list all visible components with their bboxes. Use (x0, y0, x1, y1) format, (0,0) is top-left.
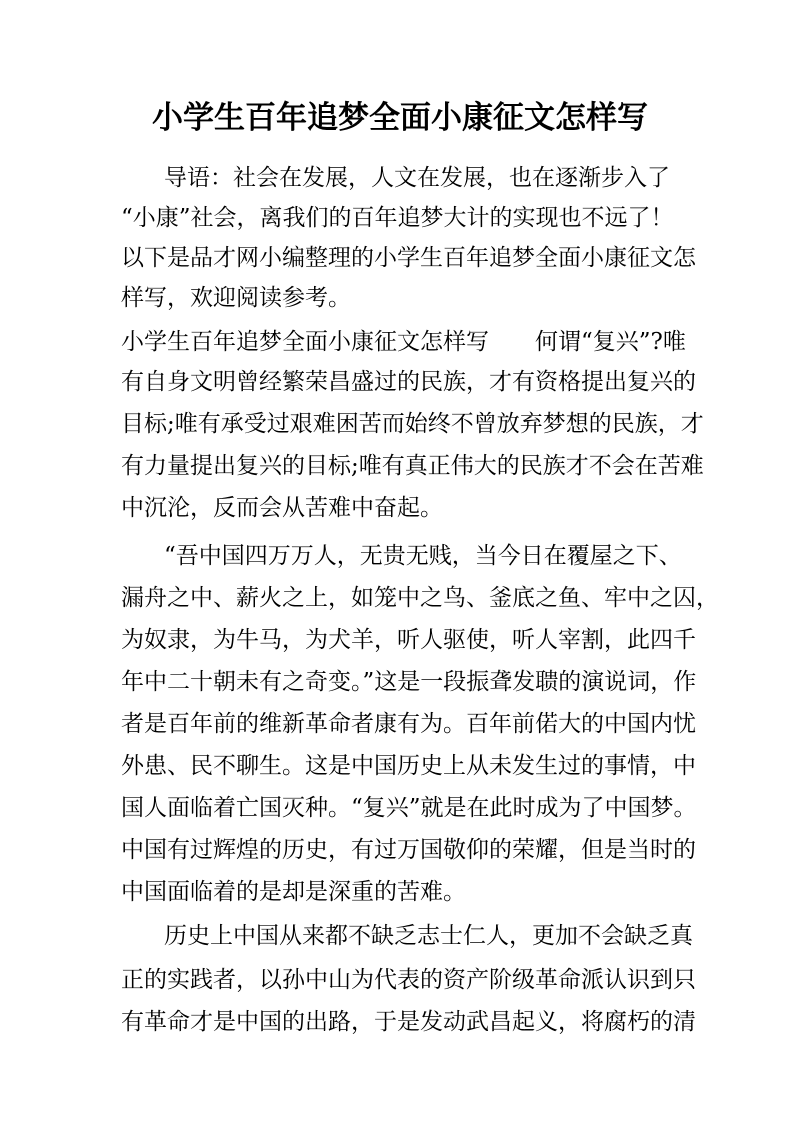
paragraph-line: 中国有过辉煌的历史，有过万国敬仰的荣耀，但是当时的 (121, 837, 696, 863)
paragraph-line: 中国面临着的是却是深重的苦难。 (121, 879, 466, 905)
paragraph-line: 国人面临着亡国灭种。“复兴”就是在此时成为了中国梦。 (121, 795, 697, 821)
document-title: 小学生百年追梦全面小康征文怎样写 (152, 100, 648, 136)
paragraph-line: 小学生百年追梦全面小康征文怎样写 何谓“复兴”?唯 (121, 329, 686, 355)
paragraph-line: “吾中国四万万人，无贵无贱，当今日在覆屋之下、 (164, 543, 682, 569)
paragraph-line: 样写，欢迎阅读参考。 (121, 285, 351, 311)
paragraph-line: 中沉沦，反而会从苦难中奋起。 (121, 495, 443, 521)
paragraph-line: “小康”社会，离我们的百年追梦大计的实现也不远了！ (121, 205, 674, 231)
paragraph-line: 外患、民不聊生。这是中国历史上从未发生过的事情，中 (121, 753, 696, 779)
paragraph-line: 正的实践者，以孙中山为代表的资产阶级革命派认识到只 (121, 967, 696, 993)
paragraph-line: 为奴隶，为牛马，为犬羊，听人驱使，听人宰割，此四千 (121, 627, 696, 653)
paragraph-line: 有革命才是中国的出路，于是发动武昌起义，将腐朽的清 (121, 1009, 696, 1035)
paragraph-line: 有自身文明曾经繁荣昌盛过的民族，才有资格提出复兴的 (121, 369, 696, 395)
paragraph-line: 导语：社会在发展，人文在发展，也在逐渐步入了 (164, 165, 670, 191)
paragraph-line: 年中二十朝未有之奇变。”这是一段振聋发聩的演说词，作 (121, 669, 697, 695)
paragraph-line: 以下是品才网小编整理的小学生百年追梦全面小康征文怎 (121, 245, 696, 271)
paragraph-line: 漏舟之中、薪火之上，如笼中之鸟、釜底之鱼、牢中之囚， (121, 585, 719, 611)
paragraph-line: 历史上中国从来都不缺乏志士仁人，更加不会缺乏真 (164, 923, 693, 949)
paragraph-line: 者是百年前的维新革命者康有为。百年前偌大的中国内忧 (121, 711, 696, 737)
paragraph-line: 目标;唯有承受过艰难困苦而始终不曾放弃梦想的民族，才 (121, 411, 704, 437)
paragraph-line: 有力量提出复兴的目标;唯有真正伟大的民族才不会在苦难 (121, 453, 704, 479)
